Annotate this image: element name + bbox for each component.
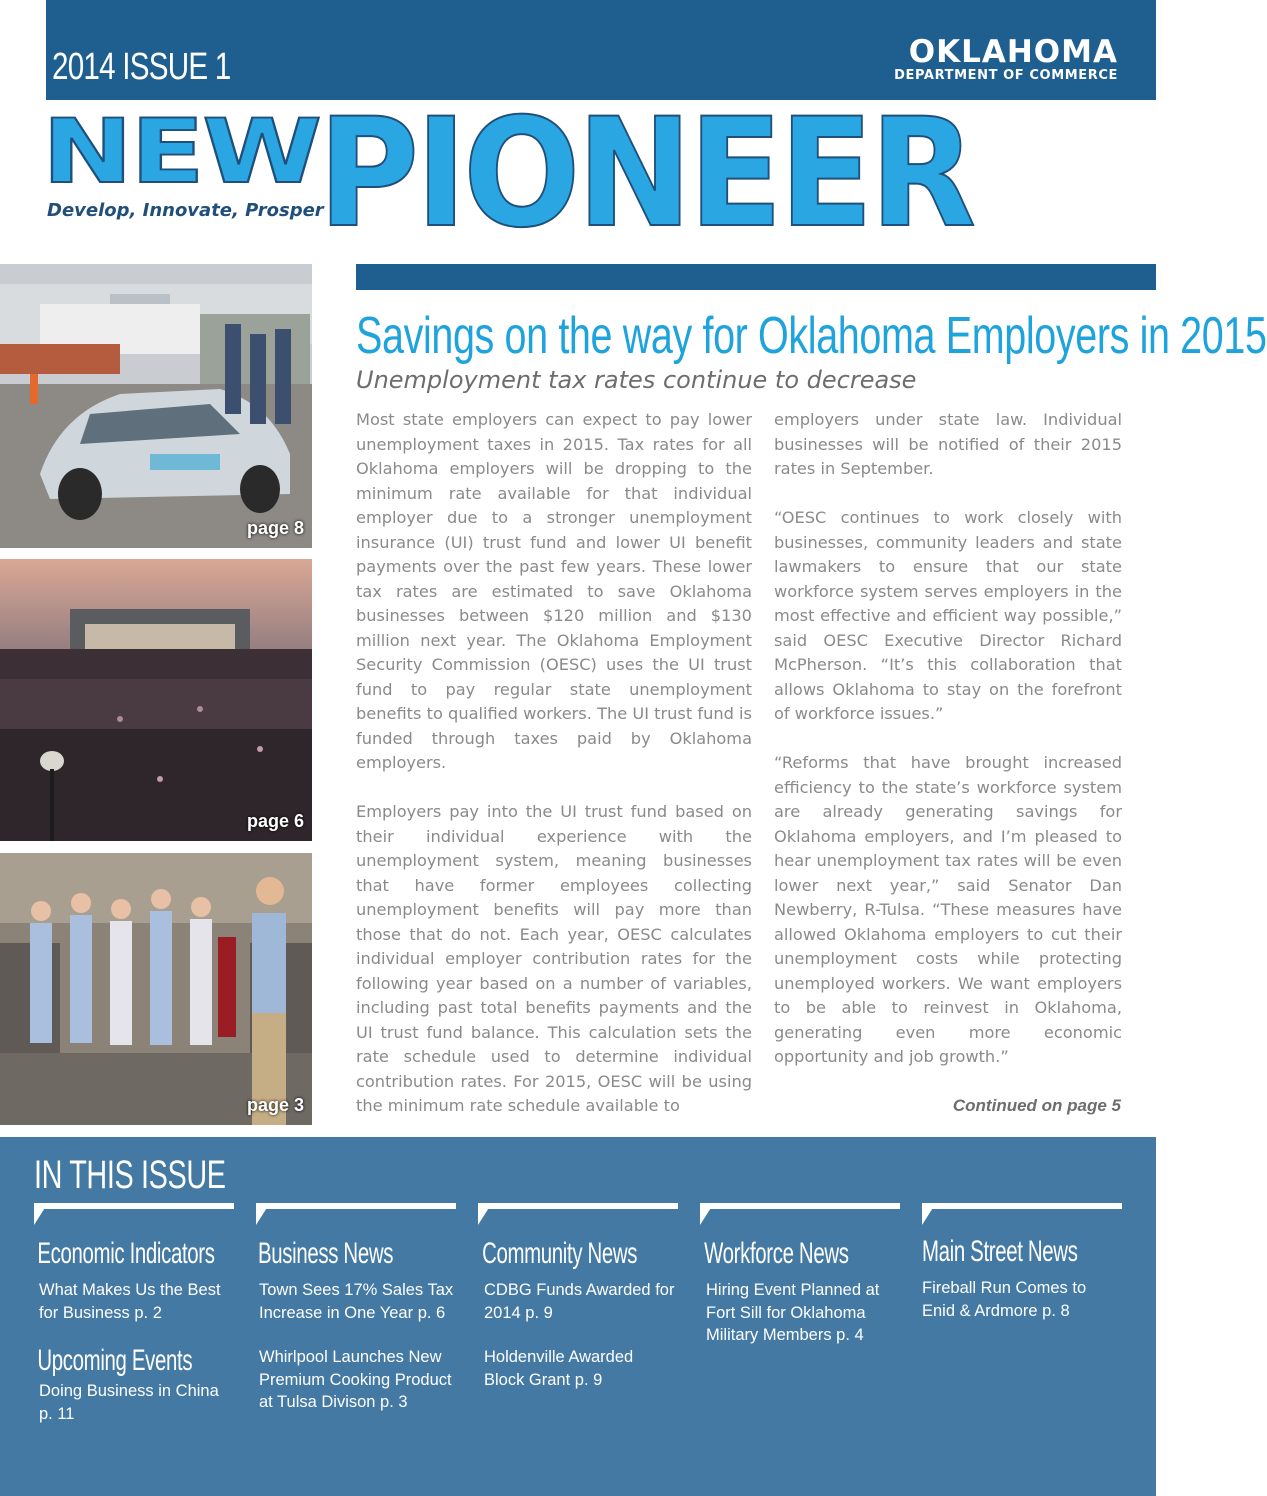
section-title-upcoming-events: Upcoming Events xyxy=(37,1344,193,1377)
section-item: Fireball Run Comes to Enid & Ardmore p. 8 xyxy=(922,1279,1087,1320)
photo-caption-page-3: page 3 xyxy=(246,1095,304,1115)
article-bar xyxy=(356,264,1156,290)
section-economic-indicators xyxy=(34,1203,234,1425)
section-tab xyxy=(478,1203,678,1225)
masthead-new: NEW xyxy=(42,100,320,203)
section-business-news xyxy=(256,1203,456,1414)
section-main-street-news xyxy=(922,1203,1122,1322)
masthead-pioneer: PIONEER xyxy=(318,87,973,261)
photo-car xyxy=(0,264,312,548)
photo-caption-page-8: page 8 xyxy=(246,518,304,538)
article-headline: Savings on the way for Oklahoma Employers in 2015 xyxy=(356,307,1267,365)
continued-link: Continued on page 5 xyxy=(952,1096,1121,1115)
article-subhead: Unemployment tax rates continue to decrease xyxy=(356,366,917,394)
section-item: Doing Business in China p. 11 xyxy=(39,1382,219,1423)
in-this-issue xyxy=(0,1137,1156,1496)
section-workforce-news xyxy=(700,1203,900,1347)
section-title: Main Street News xyxy=(922,1235,1078,1268)
masthead xyxy=(0,87,1156,262)
article-column-1 xyxy=(356,408,752,1143)
crowd-photo-image xyxy=(0,559,312,841)
section-title: Business News xyxy=(258,1237,394,1270)
org-logo xyxy=(894,36,1118,84)
section-item: Whirlpool Launches New Premium Cooking Product at Tulsa Divison p. 3 xyxy=(259,1348,452,1411)
photo-group xyxy=(0,853,312,1125)
section-item: CDBG Funds Awarded for 2014 p. 9 xyxy=(484,1281,675,1322)
section-tab xyxy=(34,1203,234,1225)
section-item: What Makes Us the Best for Business p. 2 xyxy=(39,1281,221,1322)
article-paragraph: employers under state law. Individual businesses will be notified of their 2015 rates in September. xyxy=(774,410,1122,478)
car-photo-image xyxy=(0,264,312,548)
issue-label: 2014 ISSUE 1 xyxy=(52,46,231,88)
section-community-news xyxy=(478,1203,678,1391)
section-item: Town Sees 17% Sales Tax Increase in One Year p. 6 xyxy=(259,1281,454,1322)
tagline: Develop, Innovate, Prosper xyxy=(47,200,324,221)
article-paragraph: Most state employers can expect to pay lower unemployment taxes in 2015. Tax rates for all Oklahoma employers will be dropping to the minimum rate available for that individual employer due to a stronger unemployment insurance (UI) trust fund and lower UI benefit payments over the past few years. These lower tax rates are estimated to save Oklahoma businesses between $120 million and $130 million next year. The Oklahoma Employment Security Commission (OESC) uses the UI trust fund to pay regular state unemployment benefits to qualified workers. The UI trust fund is funded through taxes paid by Oklahoma employers. xyxy=(356,410,752,772)
article-paragraph: “OESC continues to work closely with businesses, community leaders and state lawmakers to ensure that our state workforce system serves employers in the most effective and efficient way possible,” said OESC Executive Director Richard McPherson. “It’s this collaboration that allows Oklahoma to stay on the forefront of workforce issues.” xyxy=(774,508,1122,723)
section-item: Hiring Event Planned at Fort Sill for Oklahoma Military Members p. 4 xyxy=(706,1281,880,1344)
org-logo-sub: DEPARTMENT OF COMMERCE xyxy=(894,68,1118,83)
org-logo-main: OKLAHOMA xyxy=(908,34,1118,70)
section-tab xyxy=(256,1203,456,1225)
section-title: Economic Indicators xyxy=(37,1237,215,1270)
in-this-issue-title: IN THIS ISSUE xyxy=(34,1153,226,1197)
article-paragraph: “Reforms that have brought increased efficiency to the state’s workforce system are already generating savings for Oklahoma employers, and I’m pleased to hear unemployment tax rates will be even lower next year,” said Senator Dan Newberry, R-Tulsa. “These measures have allowed Oklahoma employers to cut their unemployment costs while protecting unemployed workers. We want employers to be able to reinvest in Oklahoma, generating even more economic opportunity and job growth.” xyxy=(774,753,1122,1066)
group-photo-image xyxy=(0,853,312,1125)
section-title: Workforce News xyxy=(704,1237,849,1270)
article-paragraph: Employers pay into the UI trust fund based on their individual experience with the unemployment system, meaning businesses that have former employees collecting unemployment benefits will pay more than those that do not. Each year, OESC calculates individual employer contribution rates for the following year based on a number of variables, including past total benefits payments and the UI trust fund balance. This calculation sets the rate schedule used to determine individual contribution rates. For 2015, OESC will be using the minimum rate schedule available to xyxy=(356,802,752,1115)
section-tab xyxy=(700,1203,900,1225)
section-title: Community News xyxy=(482,1237,638,1270)
article-column-2 xyxy=(774,408,1122,1094)
header-band xyxy=(46,0,1156,100)
photo-crowd xyxy=(0,559,312,841)
section-item: Holdenville Awarded Block Grant p. 9 xyxy=(484,1348,634,1389)
photo-caption-page-6: page 6 xyxy=(246,811,304,831)
section-tab xyxy=(922,1203,1122,1225)
